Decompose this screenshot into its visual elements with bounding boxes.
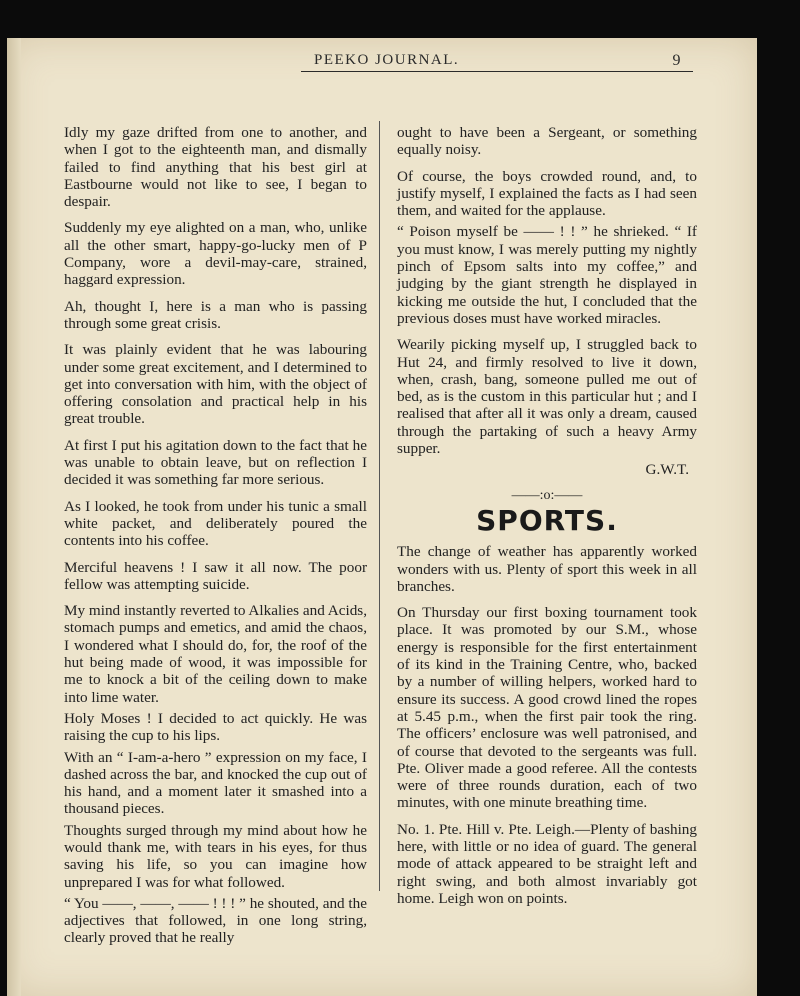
- section-separator: ——:o:——: [511, 487, 583, 503]
- paragraph: Idly my gaze drifted from one to another, and when I got to the eighteenth man, and dismally failed to find anything that his best girl at Eastbourne would not like to see, I began to despair.: [64, 124, 367, 211]
- left-column: [64, 124, 367, 951]
- column-divider: [379, 121, 380, 891]
- paragraph: My mind instantly reverted to Alkalies and Acids, stomach pumps and emetics, and amid the chaos, I wondered what I should do, for, the roof of the hut being made of wood, it was impossible for me to knock a bit of the ceiling down to make into lime water.: [64, 602, 367, 706]
- author-signature: G.W.T.: [645, 461, 689, 479]
- page-spine: [7, 38, 21, 996]
- paragraph: Merciful heavens ! I saw it all now. The poor fellow was attempting suicide.: [64, 558, 367, 593]
- running-header: [300, 52, 692, 72]
- sports-heading: SPORTS.: [476, 503, 618, 537]
- paragraph: On Thursday our first boxing tournament took place. It was promoted by our S.M., whose energy is responsible for the first entertainment of its kind in the Training Centre, who, backed by a number of willing helpers, worked hard to ensure its success. A good crowd lined the ropes at 5.45 p.m., when the first pair took the ring. The officers’ enclosure was well patronised, and of course that devoted to the sergeants was full. Pte. Oliver made a good referee. All the contests were of three rounds duration, each of two minutes, with one minute breathing time.: [397, 604, 697, 812]
- paragraph: Thoughts surged through my mind about how he would thank me, with tears in his eyes, for thus saving his life, so you can imagine how unprepared I was for what followed.: [64, 821, 367, 891]
- paragraph: Of course, the boys crowded round, and, to justify myself, I explained the facts as I had seen them, and waited for the applause.: [397, 167, 697, 220]
- paragraph: “ Poison myself be —— ! ! ” he shrieked. “ If you must know, I was merely putting my nightly pinch of Epsom salts into my coffee,” and judging by the giant strength he displayed in kicking me outside the hut, I concluded that the previous doses must have worked miracles.: [397, 223, 697, 327]
- journal-title: PEEKO JOURNAL.: [314, 52, 460, 68]
- right-column: [397, 124, 697, 916]
- paragraph: With an “ I-am-a-hero ” expression on my face, I dashed across the bar, and knocked the cup out of his hand, and a moment later it smashed into a thousand pieces.: [64, 748, 367, 818]
- paragraph: Wearily picking myself up, I struggled back to Hut 24, and firmly resolved to live it down, when, crash, bang, someone pulled me out of bed, as is the custom in this particular hut ; and I realised that after all it was only a dream, caused through the partaking of such a heavy Army supper.: [397, 336, 697, 458]
- paragraph: Suddenly my eye alighted on a man, who, unlike all the other smart, happy-go-lucky men of P Company, wore a devil-may-care, strained, haggard expression.: [64, 219, 367, 289]
- page-number: 9: [672, 52, 682, 69]
- paragraph: At first I put his agitation down to the fact that he was unable to obtain leave, but on reflection I decided it was something far more serious.: [64, 436, 367, 489]
- paragraph: The change of weather has apparently worked wonders with us. Plenty of sport this week in all branches.: [397, 543, 697, 595]
- paragraph: Ah, thought I, here is a man who is passing through some great crisis.: [64, 297, 367, 332]
- paragraph: As I looked, he took from under his tunic a small white packet, and deliberately poured the contents into his coffee.: [64, 497, 367, 550]
- paragraph: No. 1. Pte. Hill v. Pte. Leigh.—Plenty of bashing here, with little or no idea of guard. The general mode of attack appeared to be straight left and right swing, and both almost invariably got home. Leigh won on points.: [397, 820, 697, 907]
- header-rule: [301, 71, 693, 72]
- paragraph: It was plainly evident that he was labouring under some great excitement, and I determined to get into conversation with him, with the object of offering consolation and practical help in his great trouble.: [64, 341, 367, 428]
- paragraph: Holy Moses ! I decided to act quickly. He was raising the cup to his lips.: [64, 709, 367, 745]
- paragraph: “ You ——, ——, —— ! ! ! ” he shouted, and the adjectives that followed, in one long string, clearly proved that he really: [64, 894, 367, 947]
- paragraph: ought to have been a Sergeant, or something equally noisy.: [397, 124, 697, 159]
